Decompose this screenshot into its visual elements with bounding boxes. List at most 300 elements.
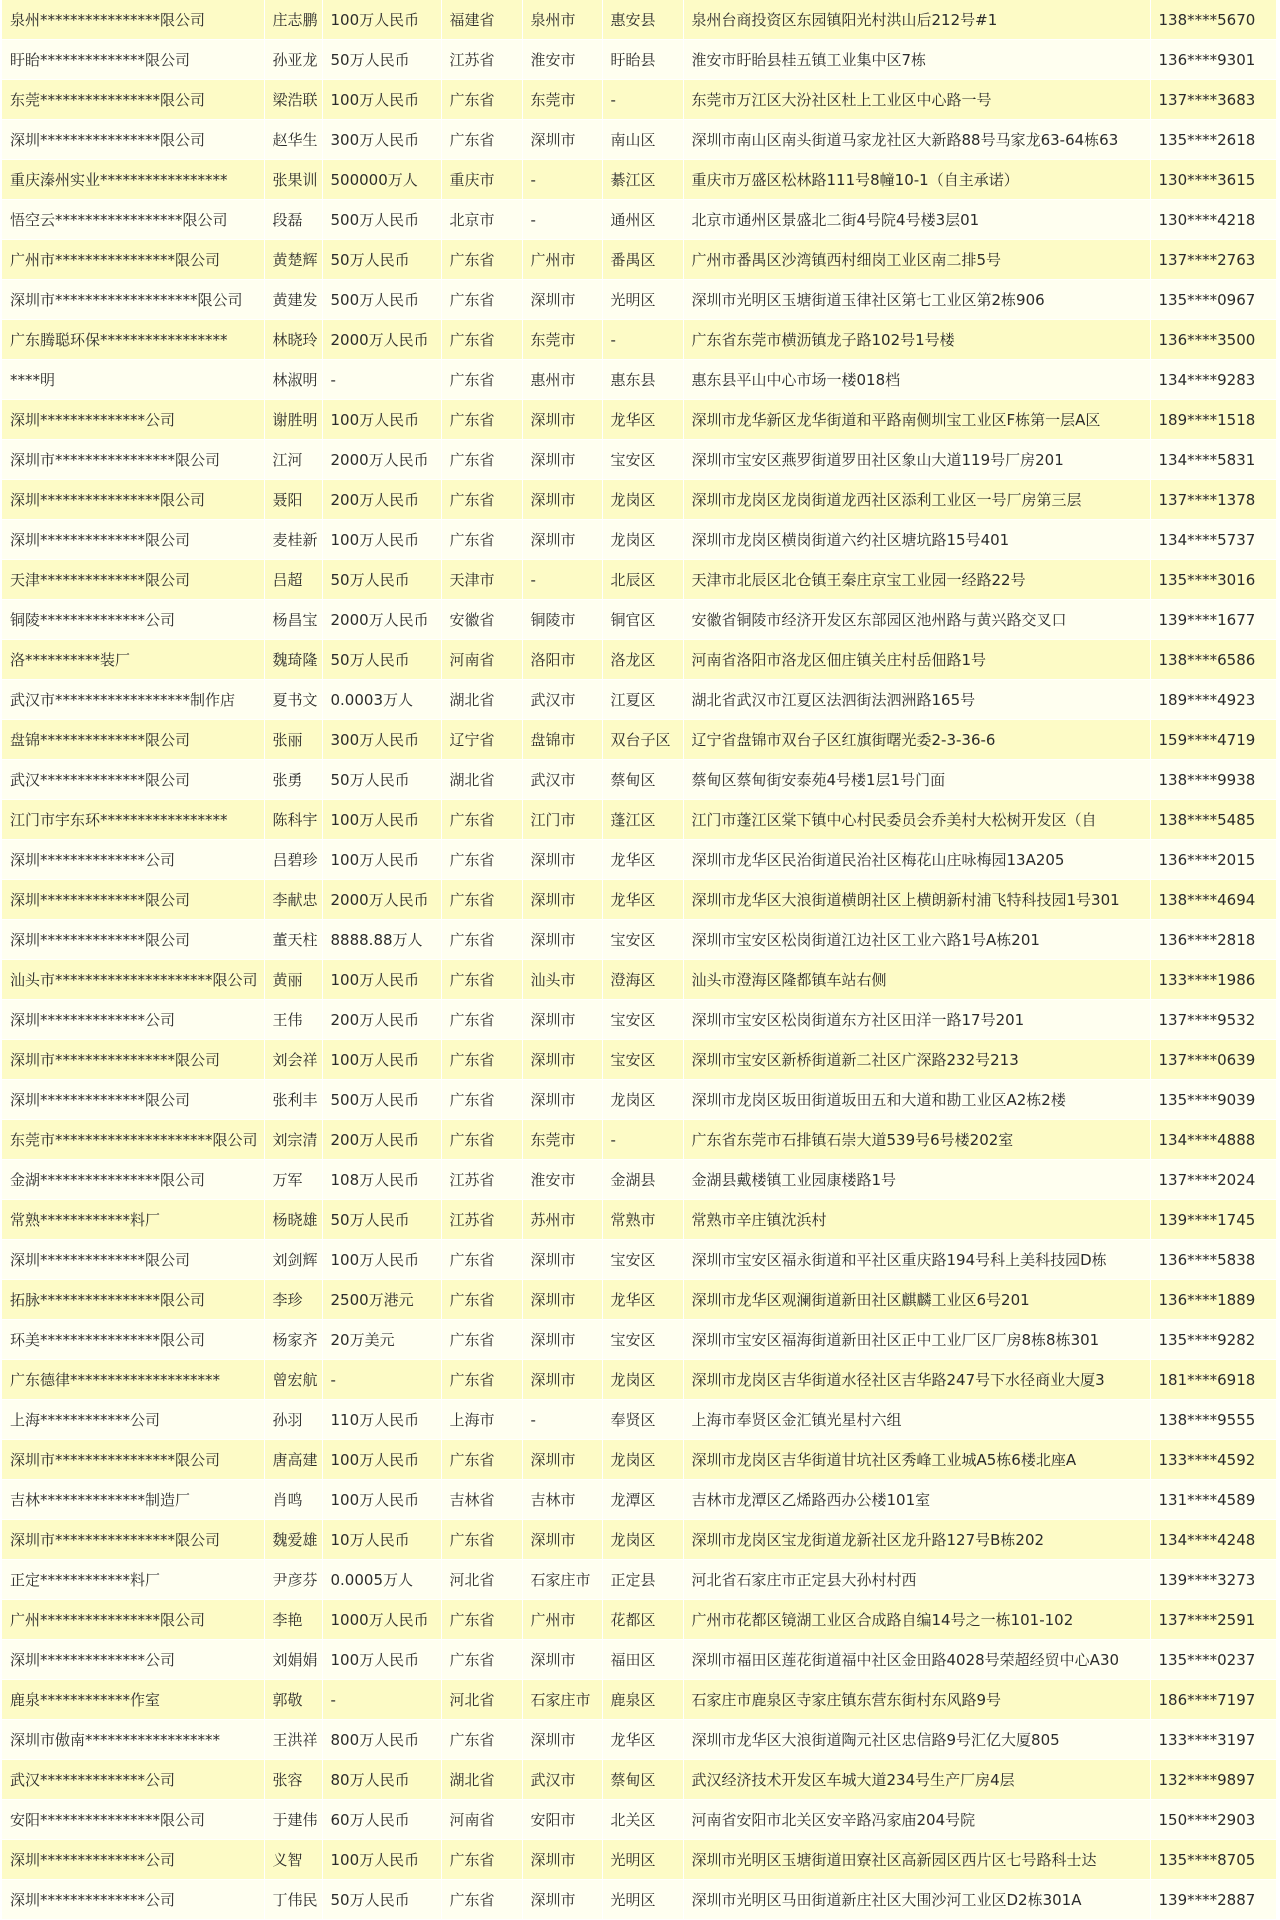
phone-cell: 135****9039 xyxy=(1150,1080,1276,1120)
company-name-cell: 鹿泉************作室 xyxy=(2,1680,264,1720)
address-cell: 深圳市龙岗区吉华街道甘坑社区秀峰工业城A5栋6楼北座A xyxy=(683,1440,1150,1480)
district-cell: 龙岗区 xyxy=(602,1360,683,1400)
phone-cell: 130****3615 xyxy=(1150,160,1276,200)
phone-cell: 137****0639 xyxy=(1150,1040,1276,1080)
city-cell: 深圳市 xyxy=(522,1440,602,1480)
company-name-cell: 常熟************料厂 xyxy=(2,1200,264,1240)
contact-name-cell: 于建伟 xyxy=(264,1800,322,1840)
province-cell: 安徽省 xyxy=(441,600,522,640)
city-cell: 深圳市 xyxy=(522,1840,602,1880)
province-cell: 广东省 xyxy=(441,960,522,1000)
address-cell: 深圳市宝安区松岗街道江边社区工业六路1号A栋201 xyxy=(683,920,1150,960)
address-cell: 深圳市宝安区福永街道和平社区重庆路194号科上美科技园D栋 xyxy=(683,1240,1150,1280)
district-cell: 花都区 xyxy=(602,1600,683,1640)
contact-name-cell: 李珍 xyxy=(264,1280,322,1320)
province-cell: 广东省 xyxy=(441,320,522,360)
table-row xyxy=(2,1200,1276,1240)
city-cell: 东莞市 xyxy=(522,80,602,120)
province-cell: 辽宁省 xyxy=(441,720,522,760)
contact-name-cell: 吕碧珍 xyxy=(264,840,322,880)
city-cell: 深圳市 xyxy=(522,1520,602,1560)
address-cell: 深圳市龙华区民治街道民治社区梅花山庄咏梅园13A205 xyxy=(683,840,1150,880)
city-cell: 深圳市 xyxy=(522,1720,602,1760)
company-name-cell: 深圳**************公司 xyxy=(2,1000,264,1040)
address-cell: 深圳市龙华区观澜街道新田社区麒麟工业区6号201 xyxy=(683,1280,1150,1320)
province-cell: 广东省 xyxy=(441,840,522,880)
address-cell: 深圳市龙华区大浪街道陶元社区忠信路9号汇亿大厦805 xyxy=(683,1720,1150,1760)
city-cell: 江门市 xyxy=(522,800,602,840)
province-cell: 广东省 xyxy=(441,1040,522,1080)
province-cell: 广东省 xyxy=(441,1720,522,1760)
address-cell: 深圳市光明区玉塘街道田寮社区高新园区西片区七号路科士达 xyxy=(683,1840,1150,1880)
province-cell: 广东省 xyxy=(441,280,522,320)
table-row xyxy=(2,1240,1276,1280)
address-cell: 辽宁省盘锦市双台子区红旗街曙光委2-3-36-6 xyxy=(683,720,1150,760)
province-cell: 广东省 xyxy=(441,880,522,920)
contact-name-cell: 林淑明 xyxy=(264,360,322,400)
company-name-cell: 泉州****************限公司 xyxy=(2,0,264,40)
address-cell: 广州市番禺区沙湾镇西村细岗工业区南二排5号 xyxy=(683,240,1150,280)
district-cell: 光明区 xyxy=(602,1840,683,1880)
phone-cell: 181****6918 xyxy=(1150,1360,1276,1400)
table-row xyxy=(2,200,1276,240)
district-cell: 蔡甸区 xyxy=(602,1760,683,1800)
table-row xyxy=(2,160,1276,200)
city-cell: 东莞市 xyxy=(522,320,602,360)
contact-name-cell: 吕超 xyxy=(264,560,322,600)
address-cell: 常熟市辛庄镇沈浜村 xyxy=(683,1200,1150,1240)
city-cell: 盘锦市 xyxy=(522,720,602,760)
province-cell: 广东省 xyxy=(441,1080,522,1120)
city-cell: 深圳市 xyxy=(522,1040,602,1080)
registered-capital-cell: 100万人民币 xyxy=(322,1440,441,1480)
phone-cell: 133****1986 xyxy=(1150,960,1276,1000)
district-cell: 蓬江区 xyxy=(602,800,683,840)
address-cell: 泉州台商投资区东园镇阳光村洪山后212号#1 xyxy=(683,0,1150,40)
contact-name-cell: 张果训 xyxy=(264,160,322,200)
address-cell: 深圳市福田区莲花街道福中社区金田路4028号荣超经贸中心A30 xyxy=(683,1640,1150,1680)
phone-cell: 136****1889 xyxy=(1150,1280,1276,1320)
company-name-cell: 深圳市*******************限公司 xyxy=(2,280,264,320)
contact-name-cell: 杨昌宝 xyxy=(264,600,322,640)
table-row xyxy=(2,280,1276,320)
district-cell: 龙岗区 xyxy=(602,1520,683,1560)
table-row xyxy=(2,1760,1276,1800)
company-name-cell: 上海************公司 xyxy=(2,1400,264,1440)
address-cell: 东莞市万江区大汾社区杜上工业区中心路一号 xyxy=(683,80,1150,120)
city-cell: 泉州市 xyxy=(522,0,602,40)
province-cell: 广东省 xyxy=(441,120,522,160)
district-cell: 洛龙区 xyxy=(602,640,683,680)
registered-capital-cell: 300万人民币 xyxy=(322,120,441,160)
district-cell: 龙岗区 xyxy=(602,480,683,520)
district-cell: 宝安区 xyxy=(602,1320,683,1360)
phone-cell: 137****2591 xyxy=(1150,1600,1276,1640)
registered-capital-cell: 300万人民币 xyxy=(322,720,441,760)
district-cell: 光明区 xyxy=(602,1880,683,1920)
registered-capital-cell: 80万人民币 xyxy=(322,1760,441,1800)
address-cell: 深圳市宝安区燕罗街道罗田社区象山大道119号厂房201 xyxy=(683,440,1150,480)
contact-name-cell: 尹彦芬 xyxy=(264,1560,322,1600)
address-cell: 金湖县戴楼镇工业园康楼路1号 xyxy=(683,1160,1150,1200)
phone-cell: 139****1677 xyxy=(1150,600,1276,640)
registered-capital-cell: 100万人民币 xyxy=(322,1240,441,1280)
address-cell: 深圳市龙岗区坂田街道坂田五和大道和勘工业区A2栋2楼 xyxy=(683,1080,1150,1120)
phone-cell: 131****4589 xyxy=(1150,1480,1276,1520)
phone-cell: 189****1518 xyxy=(1150,400,1276,440)
company-name-cell: 深圳****************限公司 xyxy=(2,480,264,520)
table-row xyxy=(2,520,1276,560)
company-name-cell: 盱眙**************限公司 xyxy=(2,40,264,80)
province-cell: 江苏省 xyxy=(441,1200,522,1240)
phone-cell: 135****0967 xyxy=(1150,280,1276,320)
table-row xyxy=(2,1160,1276,1200)
district-cell: 宝安区 xyxy=(602,1000,683,1040)
contact-name-cell: 张丽 xyxy=(264,720,322,760)
table-row xyxy=(2,1680,1276,1720)
city-cell: 石家庄市 xyxy=(522,1680,602,1720)
table-row xyxy=(2,1520,1276,1560)
address-cell: 武汉经济技术开发区车城大道234号生产厂房4层 xyxy=(683,1760,1150,1800)
contact-name-cell: 江河 xyxy=(264,440,322,480)
contact-name-cell: 王洪祥 xyxy=(264,1720,322,1760)
registered-capital-cell: 1000万人民币 xyxy=(322,1600,441,1640)
table-row xyxy=(2,240,1276,280)
phone-cell: 137****2763 xyxy=(1150,240,1276,280)
city-cell: 深圳市 xyxy=(522,1320,602,1360)
district-cell: 惠安县 xyxy=(602,0,683,40)
phone-cell: 135****9282 xyxy=(1150,1320,1276,1360)
table-row xyxy=(2,1280,1276,1320)
registered-capital-cell: 0.0005万人 xyxy=(322,1560,441,1600)
contact-name-cell: 义智 xyxy=(264,1840,322,1880)
company-name-cell: ****明 xyxy=(2,360,264,400)
company-name-cell: 广东腾聪环保***************** xyxy=(2,320,264,360)
contact-name-cell: 聂阳 xyxy=(264,480,322,520)
province-cell: 河南省 xyxy=(441,640,522,680)
district-cell: 宝安区 xyxy=(602,920,683,960)
phone-cell: 138****6586 xyxy=(1150,640,1276,680)
district-cell: 龙华区 xyxy=(602,1720,683,1760)
contact-name-cell: 王伟 xyxy=(264,1000,322,1040)
registered-capital-cell: 100万人民币 xyxy=(322,1480,441,1520)
phone-cell: 135****2618 xyxy=(1150,120,1276,160)
registered-capital-cell: 100万人民币 xyxy=(322,840,441,880)
address-cell: 深圳市龙岗区龙岗街道龙西社区添利工业区一号厂房第三层 xyxy=(683,480,1150,520)
province-cell: 广东省 xyxy=(441,1600,522,1640)
city-cell: 武汉市 xyxy=(522,760,602,800)
address-cell: 河南省洛阳市洛龙区佃庄镇关庄村岳佃路1号 xyxy=(683,640,1150,680)
address-cell: 石家庄市鹿泉区寺家庄镇东营东街村东风路9号 xyxy=(683,1680,1150,1720)
contact-name-cell: 曾宏航 xyxy=(264,1360,322,1400)
table-row xyxy=(2,880,1276,920)
table-row xyxy=(2,120,1276,160)
registered-capital-cell: 500万人民币 xyxy=(322,1080,441,1120)
phone-cell: 139****1745 xyxy=(1150,1200,1276,1240)
city-cell: 深圳市 xyxy=(522,1280,602,1320)
province-cell: 吉林省 xyxy=(441,1480,522,1520)
address-cell: 天津市北辰区北仓镇王秦庄京宝工业园一经路22号 xyxy=(683,560,1150,600)
city-cell: 武汉市 xyxy=(522,680,602,720)
city-cell: 深圳市 xyxy=(522,400,602,440)
contact-name-cell: 刘宗清 xyxy=(264,1120,322,1160)
city-cell: 深圳市 xyxy=(522,1000,602,1040)
city-cell: 深圳市 xyxy=(522,920,602,960)
contact-name-cell: 肖鸣 xyxy=(264,1480,322,1520)
province-cell: 河北省 xyxy=(441,1680,522,1720)
district-cell: 金湖县 xyxy=(602,1160,683,1200)
province-cell: 广东省 xyxy=(441,240,522,280)
contact-name-cell: 孙羽 xyxy=(264,1400,322,1440)
city-cell: - xyxy=(522,1400,602,1440)
company-name-cell: 悟空云*****************限公司 xyxy=(2,200,264,240)
province-cell: 广东省 xyxy=(441,400,522,440)
table-row xyxy=(2,1880,1276,1920)
registered-capital-cell: 60万人民币 xyxy=(322,1800,441,1840)
address-cell: 重庆市万盛区松林路111号8幢10-1（自主承诺） xyxy=(683,160,1150,200)
province-cell: 广东省 xyxy=(441,440,522,480)
district-cell: 龙华区 xyxy=(602,880,683,920)
table-row xyxy=(2,680,1276,720)
district-cell: 蔡甸区 xyxy=(602,760,683,800)
contact-name-cell: 丁伟民 xyxy=(264,1880,322,1920)
company-name-cell: 安阳****************限公司 xyxy=(2,1800,264,1840)
table-row xyxy=(2,400,1276,440)
city-cell: 淮安市 xyxy=(522,40,602,80)
phone-cell: 138****9938 xyxy=(1150,760,1276,800)
company-name-cell: 洛**********装厂 xyxy=(2,640,264,680)
district-cell: 番禺区 xyxy=(602,240,683,280)
table-row xyxy=(2,1840,1276,1880)
registered-capital-cell: - xyxy=(322,1680,441,1720)
phone-cell: 138****5485 xyxy=(1150,800,1276,840)
company-name-cell: 深圳**************限公司 xyxy=(2,920,264,960)
table-row xyxy=(2,1800,1276,1840)
address-cell: 广东省东莞市横沥镇龙子路102号1号楼 xyxy=(683,320,1150,360)
phone-cell: 137****3683 xyxy=(1150,80,1276,120)
address-cell: 江门市蓬江区棠下镇中心村民委员会乔美村大松树开发区（自 xyxy=(683,800,1150,840)
company-name-cell: 深圳**************公司 xyxy=(2,1840,264,1880)
company-name-cell: 深圳市傲南****************** xyxy=(2,1720,264,1760)
phone-cell: 139****3273 xyxy=(1150,1560,1276,1600)
city-cell: 淮安市 xyxy=(522,1160,602,1200)
company-name-cell: 东莞****************限公司 xyxy=(2,80,264,120)
city-cell: 苏州市 xyxy=(522,1200,602,1240)
province-cell: 湖北省 xyxy=(441,680,522,720)
company-name-cell: 深圳**************限公司 xyxy=(2,1240,264,1280)
contact-name-cell: 李献忠 xyxy=(264,880,322,920)
phone-cell: 135****3016 xyxy=(1150,560,1276,600)
company-name-cell: 广州****************限公司 xyxy=(2,1600,264,1640)
address-cell: 河南省安阳市北关区安辛路冯家庙204号院 xyxy=(683,1800,1150,1840)
company-name-cell: 天津**************限公司 xyxy=(2,560,264,600)
contact-name-cell: 李艳 xyxy=(264,1600,322,1640)
contact-name-cell: 唐高建 xyxy=(264,1440,322,1480)
registered-capital-cell: 8888.88万人 xyxy=(322,920,441,960)
registered-capital-cell: 50万人民币 xyxy=(322,1200,441,1240)
table-row xyxy=(2,80,1276,120)
company-name-cell: 深圳市****************限公司 xyxy=(2,1440,264,1480)
company-table xyxy=(2,0,1277,1920)
table-row xyxy=(2,1600,1276,1640)
contact-name-cell: 杨家齐 xyxy=(264,1320,322,1360)
province-cell: 广东省 xyxy=(441,800,522,840)
registered-capital-cell: 100万人民币 xyxy=(322,800,441,840)
district-cell: 光明区 xyxy=(602,280,683,320)
contact-name-cell: 陈科宇 xyxy=(264,800,322,840)
address-cell: 北京市通州区景盛北二街4号院4号楼3层01 xyxy=(683,200,1150,240)
company-name-cell: 盘锦**************限公司 xyxy=(2,720,264,760)
contact-name-cell: 黄丽 xyxy=(264,960,322,1000)
registered-capital-cell: 100万人民币 xyxy=(322,1840,441,1880)
table-row xyxy=(2,1080,1276,1120)
contact-name-cell: 魏琦隆 xyxy=(264,640,322,680)
company-name-cell: 拓脉****************限公司 xyxy=(2,1280,264,1320)
province-cell: 江苏省 xyxy=(441,1160,522,1200)
contact-name-cell: 孙亚龙 xyxy=(264,40,322,80)
province-cell: 广东省 xyxy=(441,1280,522,1320)
district-cell: - xyxy=(602,320,683,360)
address-cell: 深圳市龙岗区吉华街道水径社区吉华路247号下水径商业大厦3 xyxy=(683,1360,1150,1400)
phone-cell: 133****4592 xyxy=(1150,1440,1276,1480)
registered-capital-cell: 100万人民币 xyxy=(322,0,441,40)
province-cell: 广东省 xyxy=(441,1360,522,1400)
city-cell: 惠州市 xyxy=(522,360,602,400)
registered-capital-cell: 100万人民币 xyxy=(322,80,441,120)
province-cell: 重庆市 xyxy=(441,160,522,200)
table-row xyxy=(2,1400,1276,1440)
address-cell: 深圳市宝安区松岗街道东方社区田洋一路17号201 xyxy=(683,1000,1150,1040)
company-name-cell: 深圳**************公司 xyxy=(2,840,264,880)
city-cell: 广州市 xyxy=(522,1600,602,1640)
phone-cell: 139****2887 xyxy=(1150,1880,1276,1920)
district-cell: 宝安区 xyxy=(602,440,683,480)
company-name-cell: 正定************料厂 xyxy=(2,1560,264,1600)
province-cell: 广东省 xyxy=(441,1240,522,1280)
registered-capital-cell: 50万人民币 xyxy=(322,1880,441,1920)
company-name-cell: 深圳**************公司 xyxy=(2,1640,264,1680)
district-cell: 龙潭区 xyxy=(602,1480,683,1520)
company-name-cell: 深圳市****************限公司 xyxy=(2,1520,264,1560)
province-cell: 广东省 xyxy=(441,360,522,400)
registered-capital-cell: 50万人民币 xyxy=(322,760,441,800)
address-cell: 安徽省铜陵市经济开发区东部园区池州路与黄兴路交叉口 xyxy=(683,600,1150,640)
table-row xyxy=(2,1640,1276,1680)
registered-capital-cell: 800万人民币 xyxy=(322,1720,441,1760)
city-cell: 深圳市 xyxy=(522,520,602,560)
phone-cell: 138****9555 xyxy=(1150,1400,1276,1440)
province-cell: 广东省 xyxy=(441,1320,522,1360)
address-cell: 汕头市澄海区隆都镇车站右侧 xyxy=(683,960,1150,1000)
city-cell: 汕头市 xyxy=(522,960,602,1000)
company-name-cell: 武汉**************限公司 xyxy=(2,760,264,800)
province-cell: 湖北省 xyxy=(441,1760,522,1800)
district-cell: 宝安区 xyxy=(602,1040,683,1080)
phone-cell: 134****4888 xyxy=(1150,1120,1276,1160)
table-row xyxy=(2,440,1276,480)
contact-name-cell: 魏爱雄 xyxy=(264,1520,322,1560)
contact-name-cell: 刘剑辉 xyxy=(264,1240,322,1280)
registered-capital-cell: 108万人民币 xyxy=(322,1160,441,1200)
district-cell: 龙岗区 xyxy=(602,520,683,560)
province-cell: 河北省 xyxy=(441,1560,522,1600)
address-cell: 惠东县平山中心市场一楼018档 xyxy=(683,360,1150,400)
company-name-cell: 深圳**************公司 xyxy=(2,400,264,440)
address-cell: 深圳市光明区玉塘街道玉律社区第七工业区第2栋906 xyxy=(683,280,1150,320)
table-row xyxy=(2,760,1276,800)
district-cell: 綦江区 xyxy=(602,160,683,200)
registered-capital-cell: 200万人民币 xyxy=(322,480,441,520)
phone-cell: 133****3197 xyxy=(1150,1720,1276,1760)
table-body xyxy=(2,0,1276,1920)
table-row xyxy=(2,480,1276,520)
phone-cell: 135****0237 xyxy=(1150,1640,1276,1680)
district-cell: 惠东县 xyxy=(602,360,683,400)
company-name-cell: 江门市宇东环***************** xyxy=(2,800,264,840)
contact-name-cell: 刘娟娟 xyxy=(264,1640,322,1680)
registered-capital-cell: 50万人民币 xyxy=(322,640,441,680)
phone-cell: 135****8705 xyxy=(1150,1840,1276,1880)
company-name-cell: 环美****************限公司 xyxy=(2,1320,264,1360)
company-name-cell: 广东德律******************** xyxy=(2,1360,264,1400)
registered-capital-cell: 100万人民币 xyxy=(322,520,441,560)
registered-capital-cell: 200万人民币 xyxy=(322,1120,441,1160)
registered-capital-cell: 500万人民币 xyxy=(322,280,441,320)
city-cell: 广州市 xyxy=(522,240,602,280)
contact-name-cell: 董天柱 xyxy=(264,920,322,960)
registered-capital-cell: 20万美元 xyxy=(322,1320,441,1360)
district-cell: 通州区 xyxy=(602,200,683,240)
district-cell: 正定县 xyxy=(602,1560,683,1600)
table-row xyxy=(2,1480,1276,1520)
phone-cell: 138****4694 xyxy=(1150,880,1276,920)
phone-cell: 136****2818 xyxy=(1150,920,1276,960)
registered-capital-cell: 100万人民币 xyxy=(322,400,441,440)
company-name-cell: 重庆溱州实业***************** xyxy=(2,160,264,200)
contact-name-cell: 郭敬 xyxy=(264,1680,322,1720)
company-name-cell: 深圳**************限公司 xyxy=(2,880,264,920)
district-cell: 南山区 xyxy=(602,120,683,160)
city-cell: - xyxy=(522,560,602,600)
district-cell: 铜官区 xyxy=(602,600,683,640)
city-cell: 深圳市 xyxy=(522,440,602,480)
contact-name-cell: 刘会祥 xyxy=(264,1040,322,1080)
city-cell: 深圳市 xyxy=(522,880,602,920)
phone-cell: 186****7197 xyxy=(1150,1680,1276,1720)
registered-capital-cell: - xyxy=(322,1360,441,1400)
province-cell: 北京市 xyxy=(441,200,522,240)
registered-capital-cell: 2000万人民币 xyxy=(322,440,441,480)
company-name-cell: 武汉市******************制作店 xyxy=(2,680,264,720)
contact-name-cell: 张容 xyxy=(264,1760,322,1800)
table-row xyxy=(2,600,1276,640)
district-cell: 龙华区 xyxy=(602,400,683,440)
district-cell: 常熟市 xyxy=(602,1200,683,1240)
registered-capital-cell: 10万人民币 xyxy=(322,1520,441,1560)
table-row xyxy=(2,1440,1276,1480)
table-row xyxy=(2,1040,1276,1080)
company-name-cell: 东莞市*********************限公司 xyxy=(2,1120,264,1160)
table-row xyxy=(2,1320,1276,1360)
phone-cell: 150****2903 xyxy=(1150,1800,1276,1840)
table-row xyxy=(2,720,1276,760)
district-cell: 北辰区 xyxy=(602,560,683,600)
registered-capital-cell: 2500万港元 xyxy=(322,1280,441,1320)
phone-cell: 189****4923 xyxy=(1150,680,1276,720)
district-cell: 江夏区 xyxy=(602,680,683,720)
address-cell: 深圳市龙华区大浪街道横朗社区上横朗新村浦飞特科技园1号301 xyxy=(683,880,1150,920)
contact-name-cell: 梁浩联 xyxy=(264,80,322,120)
